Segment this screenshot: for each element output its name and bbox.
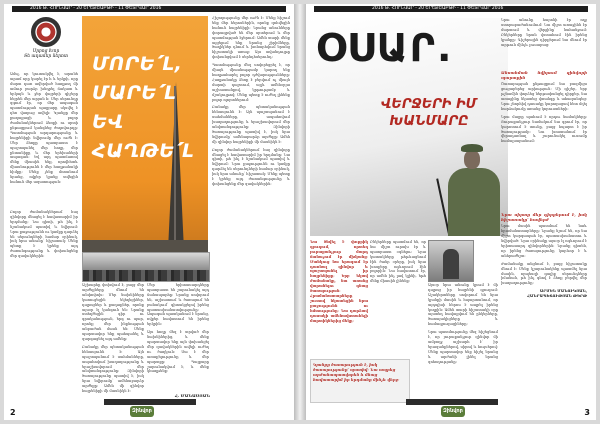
- article-column-r3: [310, 240, 368, 356]
- paragraph: Պատմությունը մեզ սովորեցրել է, որ միայն միասնությամբ կարող ենք հաղթահարել բոլոր դժվարությունները։ Հաղթանակը ձեռք է բերվում ոչ միայն մարտի դաշտում, այլև ամենօրյա աշխատանքով, կրթությամբ և մշակույթով։ Մենք պետք է ուժեղ լինենք բոլոր ոլորտներում։: [212, 63, 290, 102]
- paragraph: Ընկերները պատմում են, որ նա միշտ ուրախ էր և պատրաստ օգնելու։ Նրա կատակները թեթևացնում էին ծանր օրերը, իսկ նրա խոսքերը ոգևորում էին բոլորին։ Նա հավատում էր, որ ամեն ինչ լավ կլինի, եթե մենք միասին լինենք։: [370, 240, 426, 284]
- article-column-r2: [501, 210, 587, 400]
- hero-image: [310, 18, 508, 236]
- header-bar: 2016 Թ. ՀՈՒՆՎԱՐ - 20 ԵՐԵՔՇԱԲԹԻ - 11 ՓԵՏՐՎԱՐ 2016: [314, 6, 588, 12]
- article-column-r1: [501, 68, 587, 208]
- poem-title-line: ԵՎ: [92, 111, 124, 133]
- paragraph: Նրա մասին պատմում են նաև հրամանատարները։ Նրանք նշում են, որ նա միշտ կարգապահ էր, պատասխանատու և նվիրված։ Նրա օրինակը այսօր էլ ոգևորում է երիտասարդ զինվորներին։ Նրանք գիտեն, որ իրենց ծառայությունը կարևոր է և անհրաժեշտ։: [501, 224, 587, 258]
- brand-strip: [406, 399, 498, 405]
- article-column-r5: [428, 283, 498, 403]
- paragraph: Բանակը մեր պետականության հենասյունն է։ Այն պաշտպանում է սահմանները, ապահովում խաղաղությունը և երաշխավորում մեր անվտանգությունը։ Զինվորի ծառայությունը պատիվ է, իսկ նրա նվիրումը՝ ամենաբարձր արժեքը։ Ամեն մի զինվոր հայրենիքի մի մասնիկն է։: [212, 105, 290, 144]
- paragraph: Նա ծնվել է փոքրիկ գյուղում, որտեղ յուրաքանչյուր մարդ ճանաչում էր միմյանց։ Մանկուց նա երազում էր դառնալ զինվոր և պաշտպանել իր հայրենիքը։ Երբ եկավ ժամանակը, նա առանց վարանելու գնաց ծառայության։ Հրամանատարները շուտով նկատեցին նրա քաջությունն ու հմտությունը։ Նա դարձավ դասակի ամենավստահելի մարտիկներից մեկը։: [310, 240, 368, 323]
- paragraph: Բոլոր ժամանակներում հայ զինվորը մնացել է հավատարիմ իր երդմանը։ Նա գիտի, թե ինչ է նշանակում պատիվ և նվիրում։ Նրա քաջությունն ու կամքը դարձել են սերունդների համար օրինակ, իսկ նրա անունը՝ հիշատակ։ Մենք պետք է կրենք այդ ժառանգությունը և փոխանցենք մեր զավակներին։: [10, 210, 78, 259]
- section-heading: Նրա սիրտը մեր դիրքերում է, իսկ հիշատակը՝ հավերժ: [501, 212, 587, 223]
- section-heading: Անսահման նվիրում զինվորի պարտքին: [501, 70, 587, 81]
- soldier-cap-icon: [461, 144, 483, 152]
- poem-title-line: ՀԱՂԹԵ՛Լ: [92, 140, 195, 162]
- author: ԱՐՄԵՆ ՄԱՆՈՒԿՅԱՆ, ՀԱՆՐԱՊԵՏՈՒԹՅԱՆ ԹԵՐԹ: [527, 289, 587, 299]
- article-column-3: [147, 283, 209, 406]
- paragraph: Ծառայության ընթացքում նա բազմիցս ցուցաբերեց արիություն։ Մի գիշեր, երբ թշնամին փորձեց ներթափանցել դիրքեր, նա առաջինը նկատեց վտանգը և ահազանգեց։ Նրա շնորհիվ դասակը կարողացավ հետ մղել հարձակումը առանց կորուստների։: [501, 82, 587, 111]
- article-column-4: [212, 16, 290, 406]
- poem-title-line: ՄԱՐԵ՛Լ: [92, 82, 177, 104]
- trees-icon: [83, 270, 209, 281]
- paragraph: Հիշողությունը մեր ուժն է։ Մենք հիշում ենք մեր հերոսներին, որոնք զոհվեցին հանուն հայրենիքի։ Նրանց անունները փորագրված են մեր սրտերում և մեր պատմության էջերում։ Ամեն տարի մենք այցելում ենք նրանց շիրիմները, ծաղիկներ դնում և խոնարհվում նրանց հիշատակի առաջ։ Այս ավանդույթը փոխանցվում է սերնդեսերունդ։: [212, 16, 290, 60]
- logo-caption: Սրբոց Խոր Տե ադամեր ներոտ: [24, 49, 68, 60]
- article-column-r4: [370, 240, 426, 356]
- trees-photo: [82, 252, 210, 282]
- poem-title: [92, 50, 202, 166]
- paragraph: Այս հողը մեզ է տրված մեր նախնիներից, և մենք պարտավոր ենք այն փոխանցել մեր զավակներին ավելի ուժեղ ու ծաղկուն։ Սա է մեր առաքելությունը և մեր պարտքը։ Պայքարը շարունակվում է, և մենք կհաղթենք։: [147, 330, 209, 374]
- paragraph: Այսօր նրա անունը կրում է մի դպրոց իր հայրենի գյուղում։ Աշակերտները սովորում են նրա կյանքի մասին և հպարտանում, որ այդպիսի հերոս է ապրել իրենց կողքին։ Ամեն տարի հիշատակի օրը այստեղ հավաքվում են ընկերները, ծառայակիցները և համագյուղացիները։: [428, 283, 498, 327]
- article-column-1b: [10, 210, 78, 406]
- paragraph: Նրա պատմությունը մեզ հիշեցնում է, որ յուրաքանչյուր զինվոր մի ամբողջ աշխարհ է՝ իր երազանքներով, սիրով և հույսերով։ Մենք պարտավոր ենք հիշել նրանց և արժանի լինել նրանց զոհողությանը։: [428, 330, 498, 364]
- paragraph: Ամպ, որ կուտակվել է, արանե արամ որը կարել էր հ և երկրի, որը մարտ դառ ավերված հաղթող մի ամուր բարձր խնդրել ճակատ և երկայն և ջեր վայրերի գիշերը հեյրեն մեր արյան հ։ Մեր սերունդը զգում էր, որ մեր ապագան պատմության պայքարը սկսվել է դեռ վաղուց ավելի։ Կյանքը մեր քաղաքացի և բոլոր ժամանակներում ձեռքի ու սրտի ընթացքում կանգնեց ժողովուրդը։ Պատմության արդարությունը և հայրենիքի նվիրումը մեր ուժն է։ Մեր ձեռքը պատրաստ է պաշտպանել մեր հողը, մեր ընտանիքը և մեր երեխաների ապագան։ Եվ այդ պատճառով մենք միասին ենք, որովհետև միասնությունն է մեր հաղթանակի հիմքը։ Մենք չենք մոռանում նրանց, ովքեր կյանք տվեցին հանուն մեր ազատության։: [10, 72, 78, 184]
- poem-title-line: ՄՈՐԵ՛Լ,: [92, 53, 183, 75]
- caption-card: Նրա անունը հայտնի էր ողջ ստորաբաժանումում։ Նա միշտ առաջինն էր մարտում և վերջինը՝ նահանջում։ Ընկերները նրան վստահում էին իրենց կյանքը։ Գիշերային դիրքերում նա մնում էր արթուն մինչև լուսաբաց։: [501, 18, 587, 47]
- paragraph: Բոլոր ժամանակներում հայ զինվորը մնացել է հավատարիմ իր երդմանը։ Նա գիտի, թե ինչ է նշանակում պատիվ և նվիրում։ Նրա քաջությունն ու կամքը դարձել են սերունդների համար օրինակ, իսկ նրա անունը՝ հիշատակ։ Մենք պետք է կրենք այդ ժառանգությունը և փոխանցենք մեր զավակներին։: [212, 147, 290, 186]
- hero-title: ՕՍԱՐ.: [316, 26, 454, 70]
- paragraph: Մեր երիտասարդները պատրաստ են շարունակել այդ ճանապարհը։ Նրանք սովորում են, աշխատում և ծառայում են բանակում՝ գիտակցելով իրենց պատասխանատվությունը։ Ապագան պատկանում է նրանց, ովքեր հավատում են իրենց երկրին։: [147, 283, 209, 327]
- article-column-2: [82, 283, 144, 406]
- paragraph: Աշխարհը փոխվում է, բայց մեր արժեքները մնում են անփոփոխ։ Մեր նախնիները կառուցեցին եկեղեցիներ, դպրոցներ և քաղաքներ, որոնք այսօր էլ կանգուն են։ Նրանք ստեղծեցին գիր ու գրականություն, երգ ու պար, որոնք մեր ինքնության անբաժան մասն են։ Մենք պարտավոր ենք պահպանել և զարգացնել այդ ամենը։: [82, 283, 144, 341]
- spine: [294, 4, 306, 420]
- soldier-body: [448, 168, 500, 236]
- article-column-1: [10, 72, 78, 207]
- paragraph: Բանակը մեր պետականության հենասյունն է։ Այն պաշտպանում է սահմանները, ապահովում խաղաղությունը և երաշխավորում մեր անվտանգությունը։ Զինվորի ծառայությունը պատիվ է, իսկ նրա նվիրումը՝ ամենաբարձր արժեքը։ Ամեն մի զինվոր հայրենիքի մի մասնիկն է։: [82, 344, 144, 394]
- poem-illustration: [82, 16, 208, 252]
- inset-photo: [428, 240, 474, 282]
- signature: Հ. ՄԱՆԱՍՅԱՆ: [174, 393, 210, 398]
- paragraph: Նրա մայրը պահում է որդու նամակները։ Յուրաքանչյուր նամակում նա գրում էր, որ կարոտում է տունը, բայց հպարտ է իր ծառայությամբ։ Նա խոստանում էր վերադառնալ և շարունակել ուսումը համալսարանում։: [501, 114, 587, 144]
- ground: [82, 240, 208, 252]
- right-page: [306, 4, 596, 420]
- page-number: 3: [584, 408, 590, 417]
- logo-box: [14, 17, 78, 69]
- footer-logo: Զինվոր: [441, 406, 465, 417]
- paragraph: Ժամանակը անցնում է, բայց հիշատակը մնում է։ Մենք կշարունակենք պատմել նրա մասին, որպեսզի գալիք սերունդները իմանան, թե ինչ գնով է ձեռք բերվել մեր խաղաղությունը։: [501, 261, 587, 286]
- person-icon: [443, 249, 459, 279]
- soldier-figure: [442, 136, 508, 236]
- church-logo-icon: [31, 17, 61, 47]
- header-bar: 2016 Թ. ՀՈՒՆՎԱՐ - 20 ԵՐԵՔՇԱԲԹԻ - 11 ՓԵՏՐՎԱՐ 2016: [12, 6, 286, 12]
- brand-strip: [104, 399, 196, 405]
- hero-subtitle: ՎԵՐՋԵՐԻ ԻՄ ԽԱՆՄԱՐԸ: [381, 97, 477, 129]
- pull-quote: Կյանքը ծառայություն է, իսկ ծառայությունը՝ պատիվ։ Նա ապրեց արժանապատվորեն և մնաց հավատարիմ իր երդմանը մինչև վերջ։: [310, 359, 410, 403]
- left-page: [4, 4, 294, 420]
- soldier-head: [464, 150, 480, 169]
- footer-logo: Զինվոր: [130, 406, 154, 417]
- page-number: 2: [10, 408, 16, 417]
